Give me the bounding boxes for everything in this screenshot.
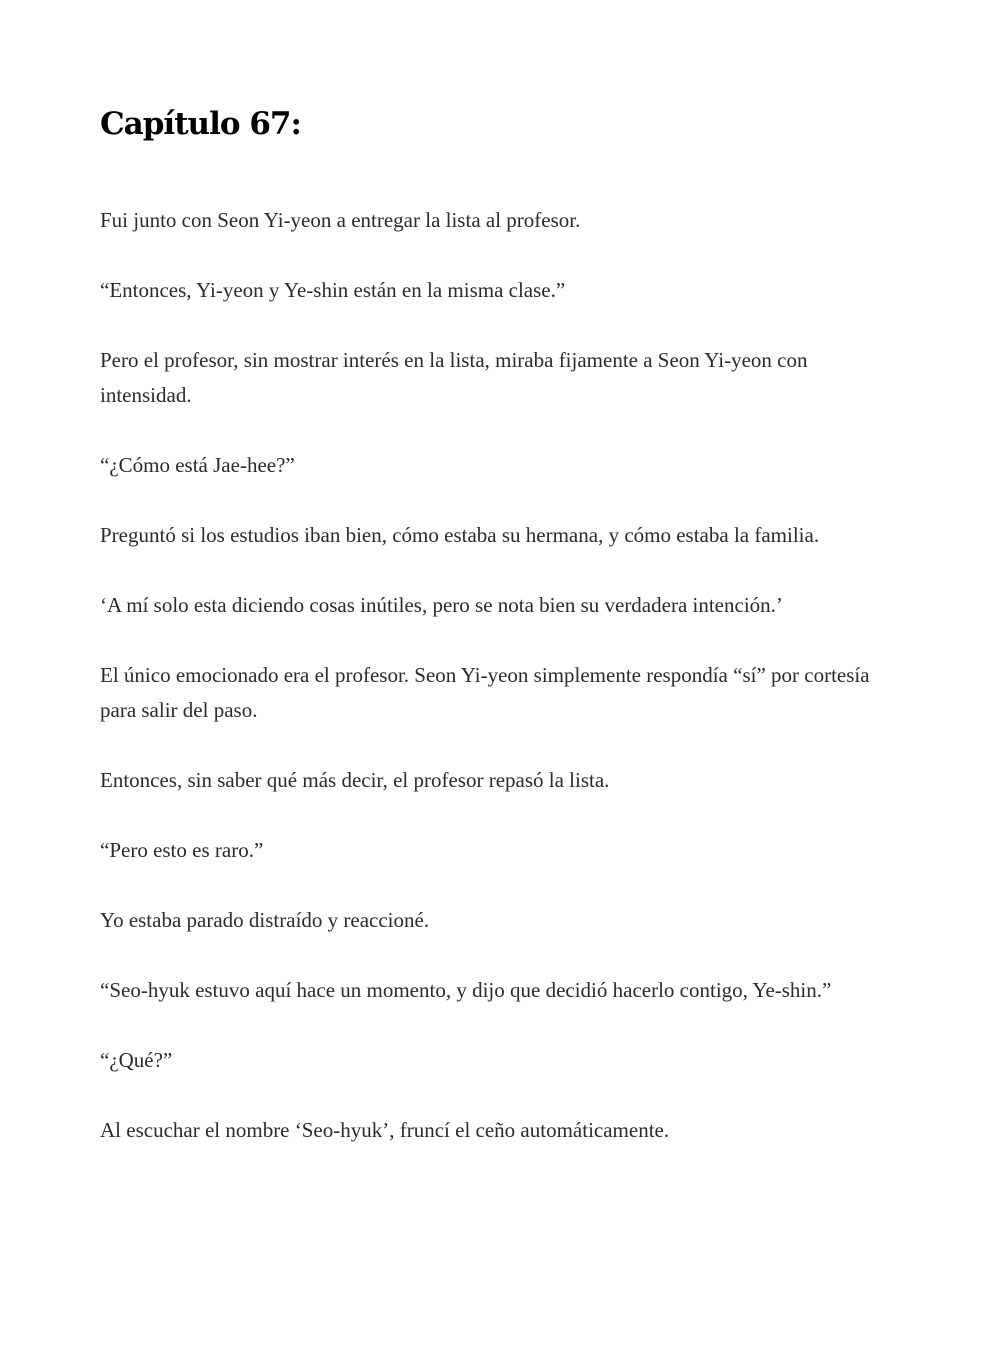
paragraph: ‘A mí solo esta diciendo cosas inútiles, pero se nota bien su verdadera intención.’ xyxy=(100,593,783,617)
paragraph: Pero el profesor, sin mostrar interés en la lista, miraba fijamente a Seon Yi-yeon con intensidad. xyxy=(100,348,808,407)
chapter-title: Capítulo 67: xyxy=(100,106,301,142)
paragraph: Fui junto con Seon Yi-yeon a entregar la lista al profesor. xyxy=(100,208,581,232)
chapter-body xyxy=(100,203,900,1183)
paragraph: “Entonces, Yi-yeon y Ye-shin están en la misma clase.” xyxy=(100,278,566,302)
paragraph: “Pero esto es raro.” xyxy=(100,838,264,862)
paragraph: Entonces, sin saber qué más decir, el profesor repasó la lista. xyxy=(100,768,610,792)
paragraph: “¿Cómo está Jae-hee?” xyxy=(100,453,295,477)
paragraph: Al escuchar el nombre ‘Seo-hyuk’, fruncí el ceño automáticamente. xyxy=(100,1118,670,1142)
paragraph: Preguntó si los estudios iban bien, cómo estaba su hermana, y cómo estaba la familia. xyxy=(100,523,820,547)
paragraph: “Seo-hyuk estuvo aquí hace un momento, y dijo que decidió hacerlo contigo, Ye-shin.” xyxy=(100,978,832,1002)
paragraph: Yo estaba parado distraído y reaccioné. xyxy=(100,908,430,932)
paragraph: “¿Qué?” xyxy=(100,1048,173,1072)
paragraph: El único emocionado era el profesor. Seon Yi-yeon simplemente respondía “sí” por cortesía para salir del paso. xyxy=(100,663,870,722)
